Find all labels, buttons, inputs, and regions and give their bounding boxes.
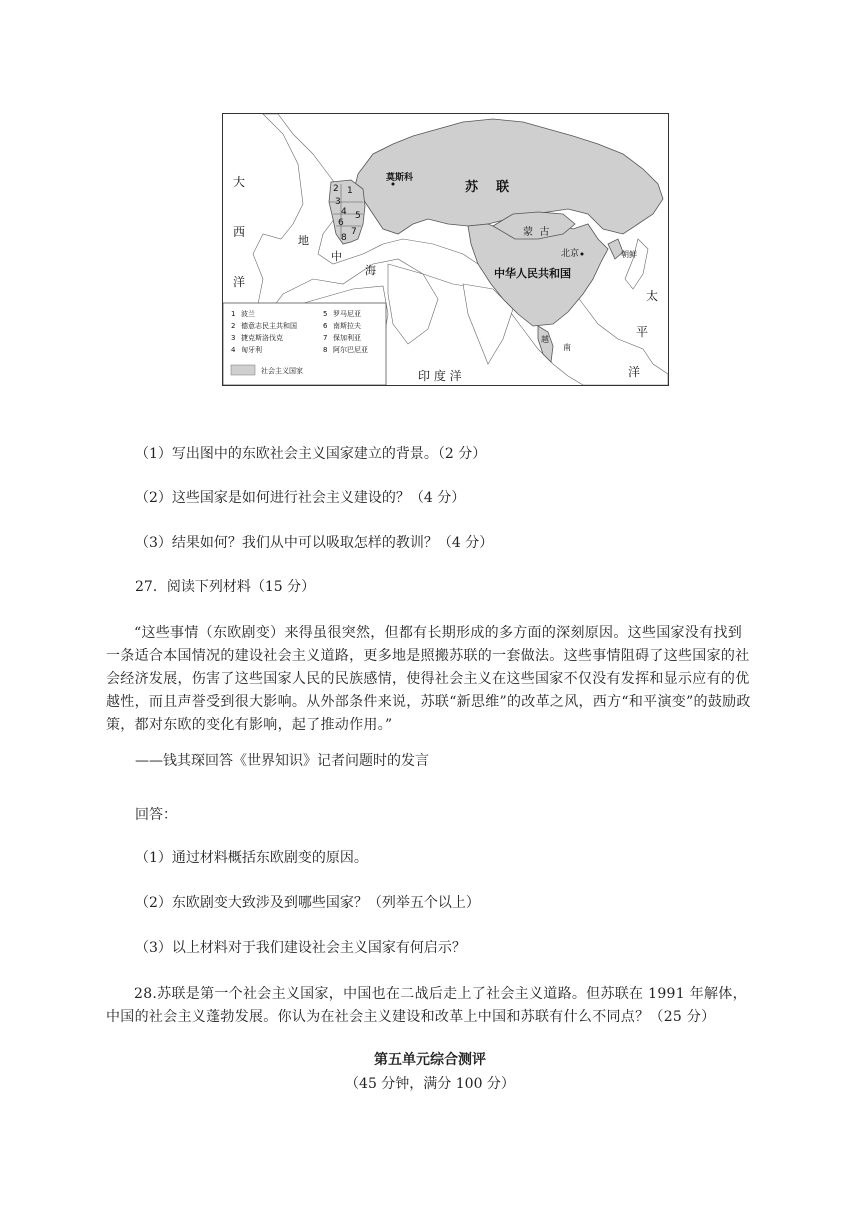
mediterranean-label-2: 中 — [331, 250, 342, 263]
q27-source: ——钱其琛回答《世界知识》记者问题时的发言 — [135, 753, 429, 769]
nan-label: 南 — [563, 343, 571, 352]
vietnam-label: 越 — [541, 335, 549, 344]
num-8: 8 — [341, 233, 347, 243]
num-7: 7 — [351, 227, 357, 237]
map-legend — [223, 303, 386, 385]
map-figure — [222, 113, 669, 386]
legend-swatch — [231, 365, 255, 375]
pacific-label-3: 洋 — [628, 365, 641, 379]
legend-name-8: 阿尔巴尼亚 — [333, 346, 368, 354]
mongolia-label: 蒙 古 — [523, 227, 550, 238]
num-3: 3 — [335, 197, 341, 207]
indian-ocean-label: 印 度 洋 — [418, 369, 462, 383]
num-4: 4 — [341, 207, 347, 217]
legend-name-5: 罗马尼亚 — [333, 310, 361, 318]
q27-answer-label: 回答： — [135, 807, 177, 823]
num-6: 6 — [338, 218, 344, 228]
legend-shaded-label: 社会主义国家 — [261, 367, 303, 375]
map-svg — [223, 114, 668, 385]
legend-num-8: 8 — [323, 346, 328, 354]
prc-label: 中华人民共和国 — [494, 267, 571, 280]
num-1: 1 — [347, 186, 353, 196]
moscow-label: 莫斯科 — [386, 173, 414, 183]
mediterranean-label-3: 海 — [365, 264, 376, 277]
mediterranean-label-1: 地 — [298, 234, 309, 247]
q27-heading: 27．阅读下列材料（15 分） — [135, 579, 316, 595]
legend-num-3: 3 — [231, 334, 236, 342]
legend-num-4: 4 — [231, 346, 236, 354]
atlantic-label-3: 洋 — [233, 275, 246, 289]
legend-num-7: 7 — [323, 334, 328, 342]
q26-sub-2: （2）这些国家是如何进行社会主义建设的？（4 分） — [135, 490, 466, 506]
pacific-label-1: 太 — [646, 289, 659, 303]
q26-sub-1: （1）写出图中的东欧社会主义国家建立的背景。（2 分） — [135, 446, 487, 462]
beijing-dot — [581, 253, 584, 256]
legend-name-2: 德意志民主共和国 — [241, 322, 297, 330]
atlantic-label-1: 大 — [233, 175, 246, 189]
num-2: 2 — [333, 184, 339, 194]
ussr-label: 苏 联 — [465, 180, 510, 195]
num-5: 5 — [355, 211, 361, 221]
unit-subtitle: （45 分钟，满分 100 分） — [345, 1076, 515, 1092]
q28-text: 28.苏联是第一个社会主义国家，中国也在二战后走上了社会主义道路。但苏联在 1991 年解体，中国的社会主义蓬勃发展。你认为在社会主义建设和改革上中国和苏联有什么不同点？（25 分） — [106, 986, 747, 1025]
legend-num-6: 6 — [323, 322, 328, 330]
legend-num-2: 2 — [231, 322, 236, 330]
q27-sub-2: （2）东欧剧变大致涉及到哪些国家？（列举五个以上） — [135, 895, 480, 911]
legend-num-1: 1 — [231, 310, 236, 318]
legend-name-1: 波兰 — [241, 310, 255, 318]
legend-name-7: 保加利亚 — [333, 334, 361, 342]
korea-label: 朝鲜 — [621, 250, 637, 259]
unit-title: 第五单元综合测评 — [374, 1052, 486, 1068]
pacific-label-2: 平 — [636, 325, 649, 339]
q27-sub-1: （1）通过材料概括东欧剧变的原因。 — [135, 850, 368, 866]
legend-name-4: 匈牙利 — [241, 346, 262, 354]
legend-num-5: 5 — [323, 310, 328, 318]
q27-quote: “这些事情（东欧剧变）来得虽很突然，但都有长期形成的多方面的深刻原因。这些国家没有找到一条适合本国情况的建设社会主义道路，更多地是照搬苏联的一套做法。这些事情阻碍了这些国家的社会经济发展，伤害了这些国家人民的民族感情，使得社会主义在这些国家不仅没有发挥和显示应有的优越性，而且声誉受到很大影响。从外部条件来说，苏联“新思维”的改革之风，西方“和平演变”的鼓励政策，都对东欧的变化有影响，起了推动作用。” — [106, 625, 751, 733]
beijing-label: 北京 — [561, 249, 580, 259]
legend-name-3: 捷克斯洛伐克 — [241, 334, 283, 342]
q27-sub-3: （3）以上材料对于我们建设社会主义国家有何启示？ — [135, 940, 466, 956]
moscow-dot — [392, 183, 395, 186]
atlantic-label-2: 西 — [233, 225, 246, 239]
q26-sub-3: （3）结果如何？我们从中可以吸取怎样的教训？（4 分） — [135, 535, 494, 551]
legend-name-6: 南斯拉夫 — [333, 322, 361, 330]
